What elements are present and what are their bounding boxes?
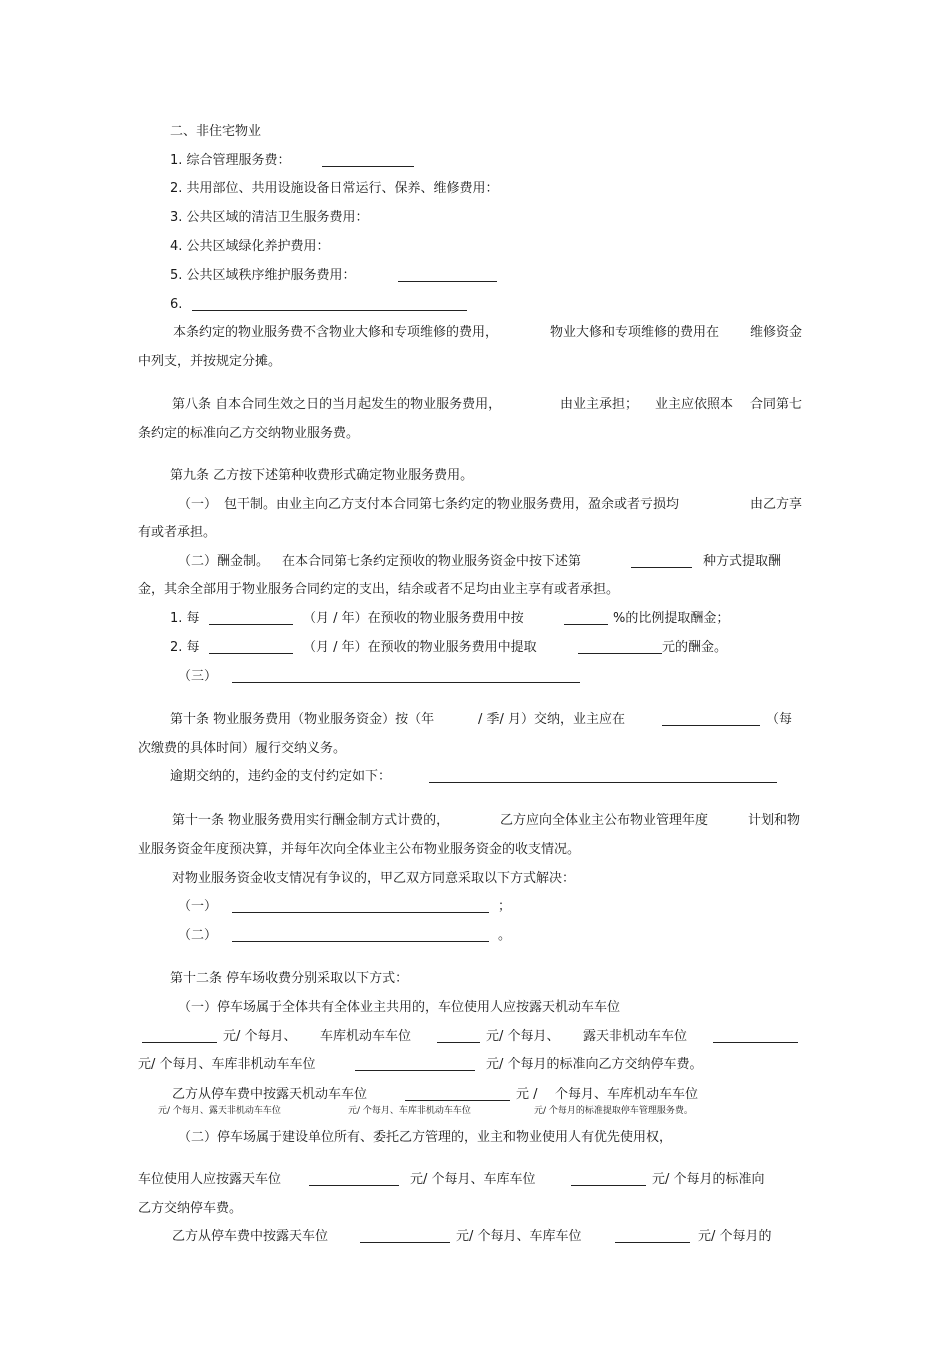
article-12-2: （二）停车场属于建设单位所有、委托乙方管理的，业主和物业使用人有优先使用权， <box>178 1130 673 1145</box>
blank-line <box>578 641 662 654</box>
article-10-c: （每 <box>766 712 793 727</box>
article-10-d: 次缴费的具体时间）履行交纳义务。 <box>138 741 347 756</box>
blank-line <box>360 1230 450 1243</box>
blank-line <box>437 1030 480 1043</box>
method-1-a: 1. 每 <box>170 611 200 626</box>
blank-line <box>662 713 760 726</box>
blank-line <box>232 670 580 683</box>
method-1-c: %的比例提取酬金； <box>613 611 730 626</box>
article-11-c: 计划和物 <box>748 813 801 828</box>
parking2-line2-b: 元/ 个每月、车库车位 <box>456 1229 582 1244</box>
fee-item-6: 6. <box>170 297 183 312</box>
parking-line2-a: 元/ 个每月、车库非机动车车位 <box>138 1057 316 1072</box>
section-title: 二、非住宅物业 <box>170 124 262 139</box>
parking2-line1-d: 乙方交纳停车费。 <box>138 1201 243 1216</box>
parking-line1-c: 元/ 个每月、 <box>486 1029 560 1044</box>
blank-line <box>713 1030 798 1043</box>
article-9-2-label: （二）酬金制。 <box>178 554 270 569</box>
article-9-1-label: （一） <box>178 497 218 512</box>
method-2-c: 元的酬金。 <box>662 640 728 655</box>
blank-line <box>564 612 608 625</box>
blank-line <box>398 269 497 282</box>
blank-line <box>615 1230 690 1243</box>
article-8-e: 条约定的标准向乙方交纳物业服务费。 <box>138 426 360 441</box>
fee-item-4: 4. 公共区域绿化养护费用： <box>170 239 330 254</box>
blank-line <box>192 298 467 311</box>
article-9-1-cont: 有或者承担。 <box>138 525 217 540</box>
parking2-line2-a: 乙方从停车费中按露天车位 <box>172 1229 329 1244</box>
article-8-a: 第八条 自本合同生效之日的当月起发生的物业服务费用， <box>172 397 502 412</box>
blank-line <box>405 1088 510 1101</box>
note-part-c: 维修资金 <box>750 325 803 340</box>
dispute-1-label: （一） <box>178 899 218 914</box>
parking-line3-a: 乙方从停车费中按露天机动车车位 <box>172 1087 368 1102</box>
parking-line2-b: 元/ 个每月的标准向乙方交纳停车费。 <box>486 1057 703 1072</box>
article-11-e: 对物业服务资金收支情况有争议的，甲乙双方同意采取以下方式解决： <box>172 871 576 886</box>
blank-line <box>355 1058 475 1071</box>
parking2-line2-c: 元/ 个每月的 <box>698 1229 772 1244</box>
parking-line1-b: 车库机动车车位 <box>320 1029 412 1044</box>
article-9-1-tail: 由乙方享 <box>750 497 803 512</box>
parking-small-3: 元/ 个每月的标准提取停车管理服务费。 <box>534 1106 693 1116</box>
article-9-1-text: 包干制。由业主向乙方支付本合同第七条约定的物业服务费用，盈余或者亏损均 <box>224 497 680 512</box>
article-11-a: 第十一条 物业服务费用实行酬金制方式计费的， <box>172 813 450 828</box>
article-8-b: 由业主承担； <box>560 397 639 412</box>
article-12-title: 第十二条 停车场收费分别采取以下方式： <box>170 971 409 986</box>
note-part-b: 物业大修和专项维修的费用在 <box>550 325 720 340</box>
method-2-b: （月 / 年）在预收的物业服务费用中提取 <box>303 640 537 655</box>
article-9-title: 第九条 乙方按下述第种收费形式确定物业服务费用。 <box>170 468 474 483</box>
parking-line1-d: 露天非机动车车位 <box>583 1029 688 1044</box>
fee-item-1: 1. 综合管理服务费： <box>170 153 291 168</box>
fee-item-3: 3. 公共区域的清洁卫生服务费用： <box>170 210 369 225</box>
parking2-line1-c: 元/ 个每月的标准向 <box>652 1172 765 1187</box>
article-11-d: 业服务资金年度预决算，并每年次向全体业主公布物业服务资金的收支情况。 <box>138 842 581 857</box>
parking2-line1-b: 元/ 个每月、车库车位 <box>410 1172 536 1187</box>
article-9-2-cont: 金，其余全部用于物业服务合同约定的支出，结余或者不足均由业主享有或者承担。 <box>138 582 620 597</box>
parking-line3-c: 个每月、车库机动车车位 <box>555 1087 699 1102</box>
dispute-2-label: （二） <box>178 928 218 943</box>
blank-line <box>429 770 777 783</box>
article-9-3-label: （三） <box>178 669 218 684</box>
blank-line <box>232 929 489 942</box>
method-2-a: 2. 每 <box>170 640 200 655</box>
blank-line <box>631 555 692 568</box>
parking-small-1: 元/ 个每月、露天非机动车车位 <box>158 1106 281 1116</box>
blank-line <box>209 612 293 625</box>
article-8-c: 业主应依照本 <box>655 397 734 412</box>
dispute-2-end: 。 <box>498 928 512 943</box>
parking2-line1-a: 车位使用人应按露天车位 <box>138 1172 282 1187</box>
note-part-a: 本条约定的物业服务费不含物业大修和专项维修的费用， <box>173 325 499 340</box>
article-9-2-tail: 种方式提取酬 <box>703 554 782 569</box>
blank-line <box>232 900 489 913</box>
blank-line <box>309 1173 399 1186</box>
article-10-b: / 季/ 月）交纳，业主应在 <box>478 712 626 727</box>
dispute-1-end: ； <box>498 899 512 914</box>
article-12-1: （一）停车场属于全体共有全体业主共用的，车位使用人应按露天机动车车位 <box>178 1000 621 1015</box>
parking-line3-b: 元 / <box>516 1087 538 1102</box>
blank-line <box>571 1173 646 1186</box>
parking-line1-a: 元/ 个每月、 <box>223 1029 297 1044</box>
parking-small-2: 元/ 个每月、车库非机动车车位 <box>348 1106 471 1116</box>
note-part-d: 中列支，并按规定分摊。 <box>138 354 282 369</box>
blank-line <box>209 641 293 654</box>
article-10-a: 第十条 物业服务费用（物业服务资金）按（年 <box>170 712 435 727</box>
method-1-b: （月 / 年）在预收的物业服务费用中按 <box>303 611 524 626</box>
article-11-b: 乙方应向全体业主公布物业管理年度 <box>500 813 709 828</box>
blank-line <box>322 154 414 167</box>
blank-line <box>142 1030 217 1043</box>
article-9-2-text: 在本合同第七条约定预收的物业服务资金中按下述第 <box>282 554 582 569</box>
fee-item-5: 5. 公共区域秩序维护服务费用： <box>170 268 356 283</box>
article-8-d: 合同第七 <box>750 397 803 412</box>
fee-item-2: 2. 共用部位、共用设施设备日常运行、保养、维修费用： <box>170 181 499 196</box>
article-10-e: 逾期交纳的，违约金的支付约定如下： <box>170 769 392 784</box>
